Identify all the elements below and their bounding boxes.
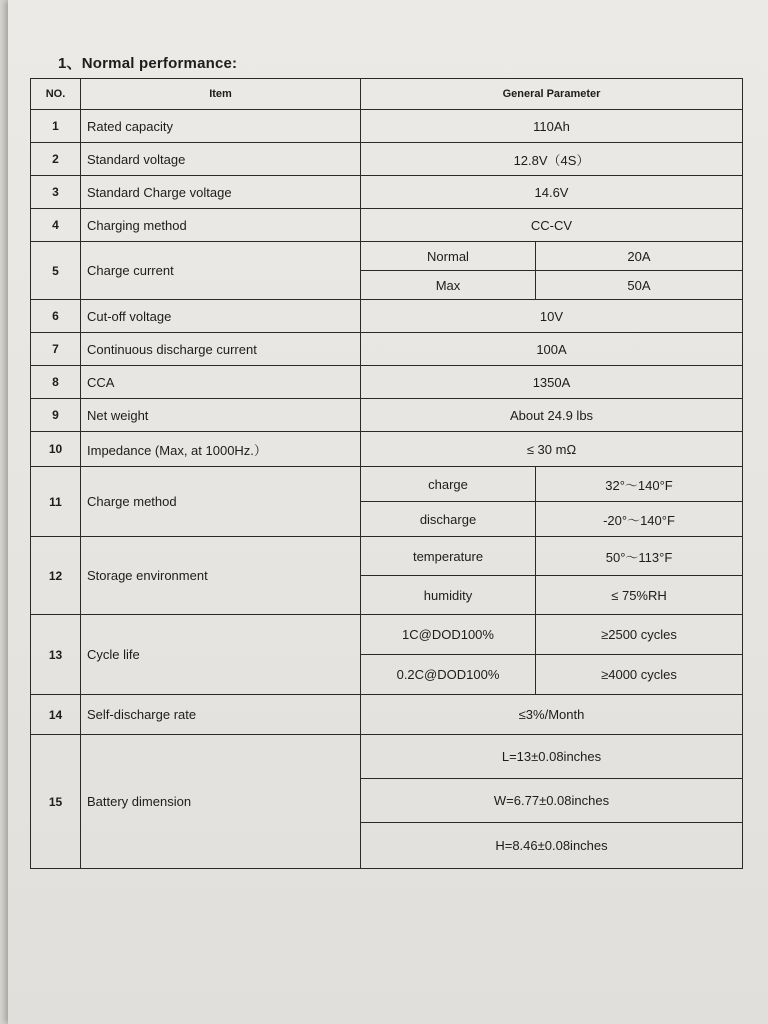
col-header-no: NO. — [31, 79, 81, 110]
table-row — [31, 366, 743, 399]
sub-value: 20A — [536, 242, 743, 271]
spec-table — [30, 78, 743, 869]
row-number: 2 — [31, 143, 81, 176]
sub-label: Normal — [361, 242, 536, 271]
table-row — [31, 467, 743, 502]
table-row — [31, 110, 743, 143]
sub-label: Max — [361, 271, 536, 300]
row-item: Net weight — [81, 399, 361, 432]
sub-label: 1C@DOD100% — [361, 615, 536, 655]
row-item: Charging method — [81, 209, 361, 242]
row-number: 9 — [31, 399, 81, 432]
sub-label: humidity — [361, 576, 536, 615]
table-row — [31, 333, 743, 366]
sub-value: -20°～140°F — [536, 502, 743, 537]
row-item: Cut-off voltage — [81, 300, 361, 333]
row-value: CC-CV — [361, 209, 743, 242]
sub-value: ≤ 75%RH — [536, 576, 743, 615]
sub-label: charge — [361, 467, 536, 502]
col-header-item: Item — [81, 79, 361, 110]
row-value: 110Ah — [361, 110, 743, 143]
table-header-row — [31, 79, 743, 110]
row-number: 3 — [31, 176, 81, 209]
sub-value: 50°～113°F — [536, 537, 743, 576]
row-item: Charge method — [81, 467, 361, 537]
dimension-line: L=13±0.08inches — [361, 735, 743, 779]
row-item: Standard voltage — [81, 143, 361, 176]
sub-value: ≥4000 cycles — [536, 655, 743, 695]
table-row — [31, 300, 743, 333]
table-row — [31, 399, 743, 432]
row-value: 12.8V（4S） — [361, 143, 743, 176]
sub-value: ≥2500 cycles — [536, 615, 743, 655]
row-number: 7 — [31, 333, 81, 366]
row-item: CCA — [81, 366, 361, 399]
row-value: 100A — [361, 333, 743, 366]
row-value: 10V — [361, 300, 743, 333]
row-number: 4 — [31, 209, 81, 242]
row-number: 1 — [31, 110, 81, 143]
row-number: 10 — [31, 432, 81, 467]
section-heading: 1、Normal performance: — [58, 55, 238, 72]
row-number: 15 — [31, 735, 81, 869]
col-header-param: General Parameter — [361, 79, 743, 110]
row-value: ≤ 30 mΩ — [361, 432, 743, 467]
row-item: Impedance (Max, at 1000Hz.） — [81, 432, 361, 467]
row-item: Rated capacity — [81, 110, 361, 143]
row-number: 14 — [31, 695, 81, 735]
row-number: 5 — [31, 242, 81, 300]
row-item: Self-discharge rate — [81, 695, 361, 735]
row-value: ≤3%/Month — [361, 695, 743, 735]
table-row — [31, 537, 743, 576]
document-page — [8, 0, 768, 1024]
table-row — [31, 615, 743, 655]
table-row — [31, 143, 743, 176]
table-row — [31, 735, 743, 779]
row-item: Continuous discharge current — [81, 333, 361, 366]
table-row — [31, 242, 743, 271]
row-item: Cycle life — [81, 615, 361, 695]
row-number: 11 — [31, 467, 81, 537]
row-item: Storage environment — [81, 537, 361, 615]
table-row — [31, 209, 743, 242]
sub-label: temperature — [361, 537, 536, 576]
sub-value: 32°～140°F — [536, 467, 743, 502]
row-value: 14.6V — [361, 176, 743, 209]
row-item: Charge current — [81, 242, 361, 300]
row-number: 12 — [31, 537, 81, 615]
row-value: About 24.9 lbs — [361, 399, 743, 432]
sub-label: discharge — [361, 502, 536, 537]
table-row — [31, 176, 743, 209]
dimension-line: H=8.46±0.08inches — [361, 823, 743, 869]
table-row — [31, 432, 743, 467]
sub-value: 50A — [536, 271, 743, 300]
dimension-line: W=6.77±0.08inches — [361, 779, 743, 823]
row-item: Standard Charge voltage — [81, 176, 361, 209]
sub-label: 0.2C@DOD100% — [361, 655, 536, 695]
row-number: 8 — [31, 366, 81, 399]
row-value: 1350A — [361, 366, 743, 399]
row-number: 13 — [31, 615, 81, 695]
table-row — [31, 695, 743, 735]
row-item: Battery dimension — [81, 735, 361, 869]
row-number: 6 — [31, 300, 81, 333]
